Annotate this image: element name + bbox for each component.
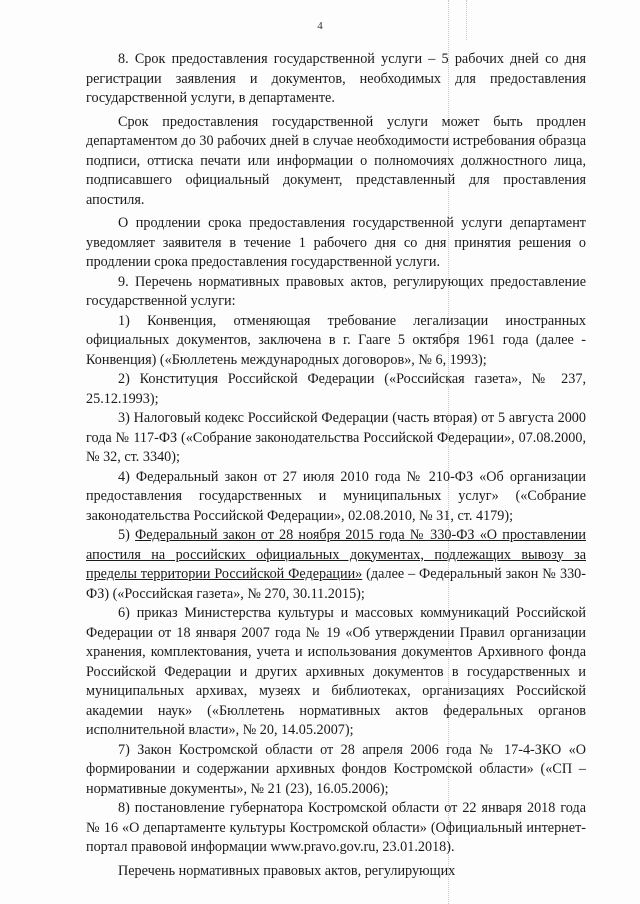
list-item-2: 2) Конституция Российской Федерации («Российская газета», № 237, 25.12.1993); xyxy=(86,371,586,407)
list-item-3: 3) Налоговый кодекс Российской Федерации (часть вторая) от 5 августа 2000 года № 117-ФЗ («Собрание законодательства Российской Федерации», 07.08.2000, № 32, ст. 3340); xyxy=(86,410,586,465)
paragraph-8-term: 8. Срок предоставления государственной услуги – 5 рабочих дней со дня регистрации заявления и документов, необходимых для предоставления государственной услуги, в департаменте. xyxy=(86,51,586,106)
list-item-8: 8) постановление губернатора Костромской области от 22 января 2018 года № 16 «О департаменте культуры Костромской области» (Официальный интернет-портал правовой информации www.pravo.gov.ru, 23.01.2018). xyxy=(86,800,586,855)
list-item-1: 1) Конвенция, отменяющая требование легализации иностранных официальных документов, заключена в г. Гааге 5 октября 1961 года (далее - Конвенция) («Бюллетень международных договоров», № 6, 1993); xyxy=(86,312,586,368)
page-number: 4 xyxy=(317,20,323,32)
list-item-5-prefix: 5) xyxy=(118,527,136,543)
paragraph-term-extension: Срок предоставления государственной услуги может быть продлен департаментом до 30 рабочих дней в случае необходимости истребования образца подписи, оттиска печати или информации о полномочиях должностного лица, подписавшего официальный документ, представленный для проставления апостиля. xyxy=(86,113,586,208)
list-item-5-underlined-title: Федеральный закон от 28 ноября 2015 года № 330-ФЗ «О проставлении апостиля на российских официальных документах, подлежащих вывозу за пределы территории Российской Федерации» xyxy=(86,527,586,582)
document-body xyxy=(86,50,586,881)
list-item-5 xyxy=(86,526,586,604)
paragraph-9-acts-list: 9. Перечень нормативных правовых актов, регулирующих предоставление государственной услуги: xyxy=(86,273,586,309)
list-item-7: 7) Закон Костромской области от 28 апреля 2006 года № 17-4-ЗКО «О формировании и содержании архивных фондов Костромской области» («СП – нормативные документы», № 21 (23), 16.05.2006); xyxy=(86,741,586,797)
list-item-6: 6) приказ Министерства культуры и массовых коммуникаций Российской Федерации от 18 января 2007 года № 19 «Об утверждении Правил организации хранения, комплектования, учета и использования документов Архивного фонда Российской Федерации и других архивных документов в государственных и муниципальных архивах, музеях и библиотеках, организациях Российской академии наук» («Бюллетень нормативных актов федеральных органов исполнительной власти», № 20, 14.05.2007); xyxy=(86,605,586,738)
list-item-4: 4) Федеральный закон от 27 июля 2010 года № 210-ФЗ «Об организации предоставления государственных и муниципальных услуг» («Собрание законодательства Российской Федерации», 02.08.2010, № 31, ст. 4179); xyxy=(86,468,586,524)
paragraph-extension-notice: О продлении срока предоставления государственной услуги департамент уведомляет заявителя в течение 1 рабочего дня со дня принятия решения о продлении срока предоставления государственной услуги. xyxy=(86,215,586,270)
paragraph-acts-list-continuation: Перечень нормативных правовых актов, регулирующих xyxy=(118,862,456,879)
list-item-5-suffix: (далее – Федеральный закон № 330-ФЗ) («Российская газета», № 270, 30.11.2015); xyxy=(86,566,586,602)
